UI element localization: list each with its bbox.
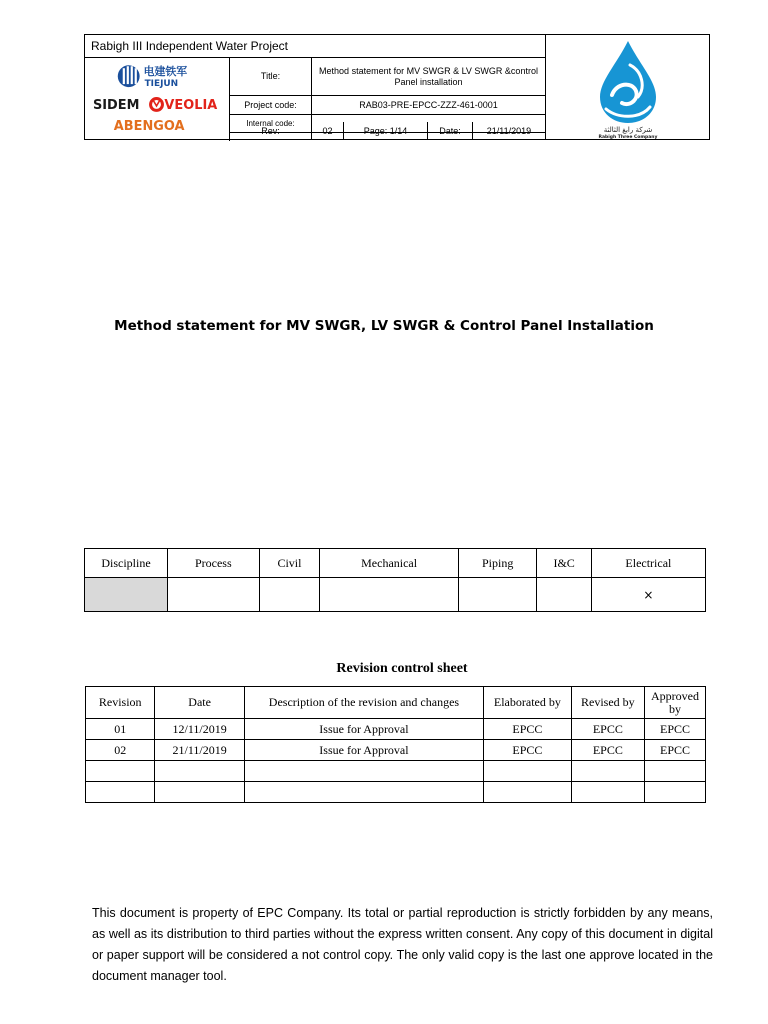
revision-cell: 12/11/2019 [155, 719, 244, 740]
revision-row [86, 719, 706, 740]
project-name: Rabigh III Independent Water Project [85, 35, 546, 58]
document-header [84, 34, 710, 140]
title-label: Title: [230, 58, 312, 96]
page-value: Page: 1/14 [344, 122, 428, 140]
discipline-value [168, 578, 260, 612]
revision-header: Elaborated by [484, 687, 572, 719]
revision-header: Revised by [571, 687, 644, 719]
revision-cell [86, 782, 155, 803]
revision-cell: EPCC [484, 719, 572, 740]
confidentiality-notice: This document is property of EPC Company. Its total or partial reproduction is strictly forbidden by any means, as well as its distribution to third parties without the express written consent. Any copy of this document in digital or paper support will be considered a not control copy. The only valid copy is the last one approve located in the document manager tool. [92, 906, 713, 983]
discipline-value [85, 578, 168, 612]
title-value: Method statement for MV SWGR & LV SWGR &control Panel installation [312, 58, 546, 96]
project-code-value: RAB03-PRE-EPCC-ZZZ-461-0001 [312, 96, 546, 115]
revision-cell: EPCC [645, 719, 706, 740]
tiejun-cn-text: 电建铁军 [143, 65, 188, 79]
rev-value: 02 [312, 122, 344, 140]
tiejun-text: TIEJUN [144, 79, 179, 90]
rabigh-arabic-text: شركة رابغ الثالثة [603, 126, 653, 134]
document-title: Method statement for MV SWGR, LV SWGR & Control Panel Installation [114, 318, 654, 334]
rabigh-logo-image [546, 35, 710, 140]
revision-cell [571, 761, 644, 782]
internal-code-label: Internal code: [230, 115, 312, 133]
revision-cell [155, 782, 244, 803]
discipline-table [84, 548, 706, 612]
discipline-header: Electrical [591, 549, 705, 578]
revision-row [86, 761, 706, 782]
revision-row [86, 782, 706, 803]
revision-header: Approved by [645, 687, 706, 719]
veolia-text: VEOLIA [164, 97, 218, 113]
revision-cell [86, 761, 155, 782]
revision-cell [244, 761, 483, 782]
revision-cell [645, 782, 706, 803]
revision-cell [244, 782, 483, 803]
discipline-header: I&C [537, 549, 591, 578]
revision-cell: EPCC [571, 719, 644, 740]
revision-cell [484, 782, 572, 803]
date-label: Date: [428, 122, 473, 140]
revision-header: Revision [86, 687, 155, 719]
revision-header: Date [155, 687, 244, 719]
contractor-logos-image [85, 58, 229, 141]
revision-cell: EPCC [484, 740, 572, 761]
discipline-header: Mechanical [320, 549, 458, 578]
revision-cell [484, 761, 572, 782]
revision-cell [155, 761, 244, 782]
discipline-header: Civil [259, 549, 320, 578]
discipline-value [259, 578, 320, 612]
revision-cell: 02 [86, 740, 155, 761]
revision-cell [645, 761, 706, 782]
date-value: 21/11/2019 [473, 122, 546, 140]
revision-header-row [86, 687, 706, 719]
revision-cell: 01 [86, 719, 155, 740]
abengoa-text: ABENGOA [113, 118, 185, 134]
revision-cell: EPCC [645, 740, 706, 761]
discipline-header-row [85, 549, 706, 578]
revision-cell: Issue for Approval [244, 719, 483, 740]
revision-sheet-title: Revision control sheet [336, 661, 468, 676]
discipline-header: Piping [458, 549, 537, 578]
revision-cell [571, 782, 644, 803]
discipline-header: Process [168, 549, 260, 578]
project-code-label: Project code: [230, 96, 312, 115]
revision-table [85, 686, 706, 803]
revision-header: Description of the revision and changes [244, 687, 483, 719]
discipline-value [458, 578, 537, 612]
revision-row [86, 740, 706, 761]
revision-cell: EPCC [571, 740, 644, 761]
discipline-value [537, 578, 591, 612]
sidem-text: SIDEM [92, 97, 140, 113]
rabigh-logo [546, 35, 710, 140]
electrical-check-mark: × [591, 578, 705, 612]
revision-cell: Issue for Approval [244, 740, 483, 761]
discipline-header: Discipline [85, 549, 168, 578]
contractor-logos [85, 58, 230, 141]
discipline-value [320, 578, 458, 612]
rev-label: Rev: [230, 122, 312, 140]
discipline-value-row [85, 578, 706, 612]
revision-cell: 21/11/2019 [155, 740, 244, 761]
rabigh-english-text: Rabigh Three Company [598, 135, 658, 140]
